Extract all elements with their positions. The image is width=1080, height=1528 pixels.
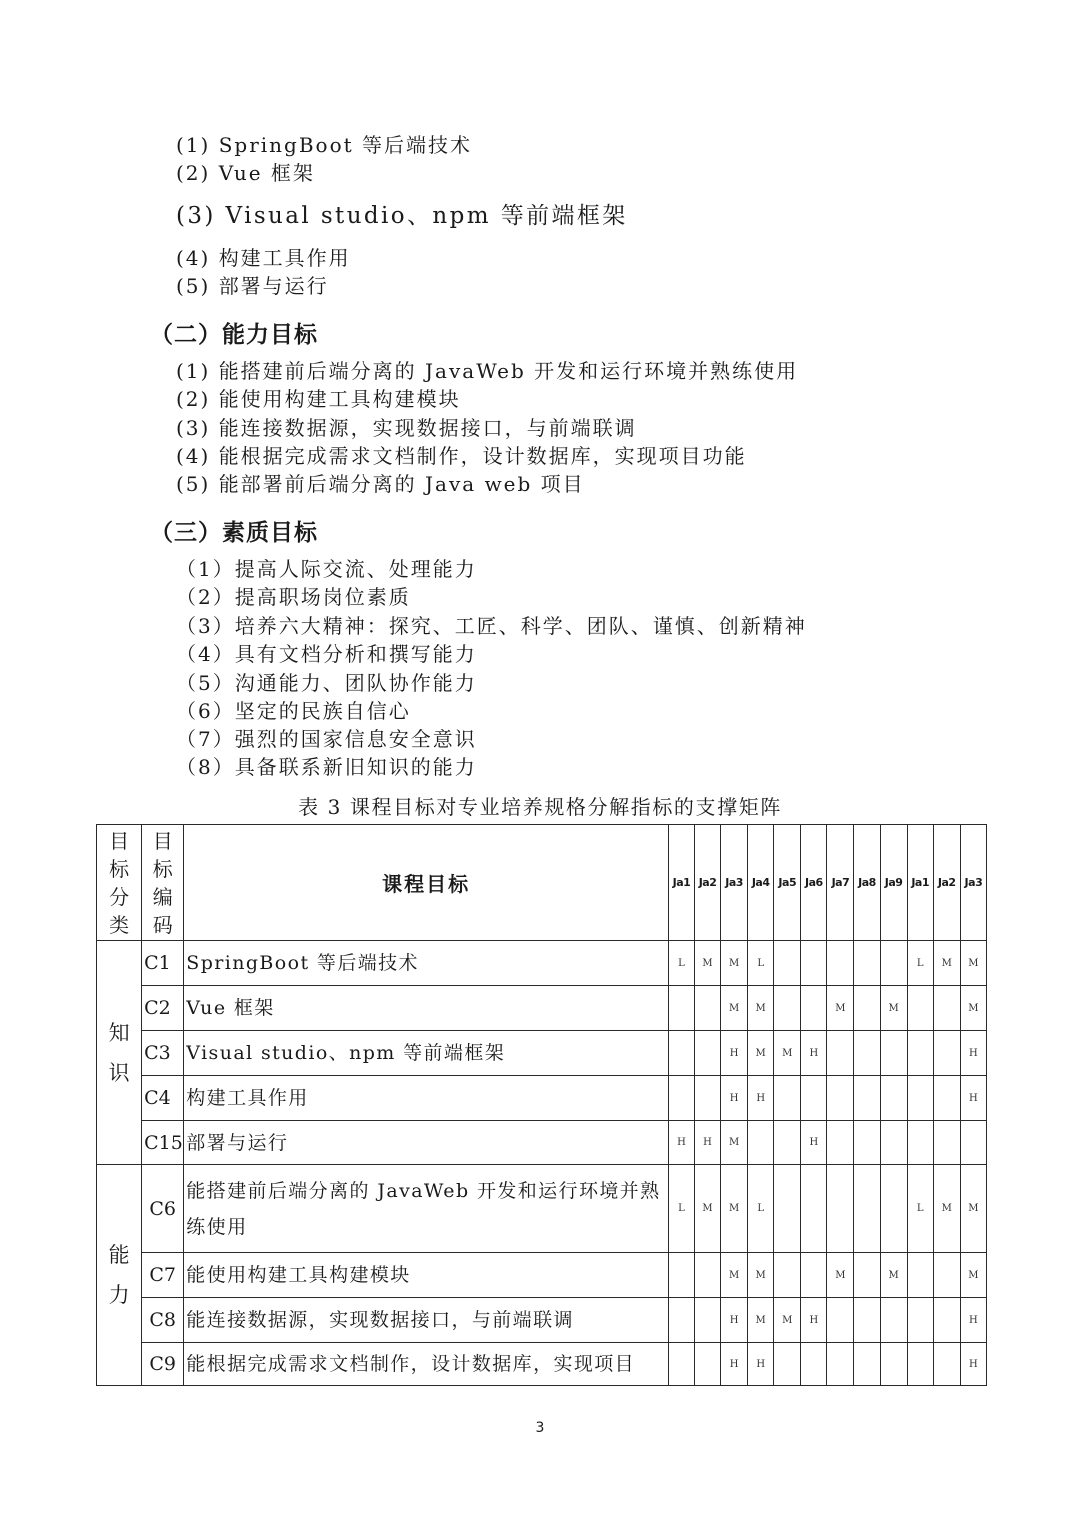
header-ja: Ja1 [907, 825, 933, 941]
support-level-cell [827, 1031, 854, 1076]
support-level-cell: H [801, 1121, 827, 1165]
header-ja: Ja3 [721, 825, 748, 941]
support-level-cell [933, 1253, 960, 1298]
quality-item: （7）强烈的国家信息安全意识 [176, 727, 477, 751]
support-level-cell: M [694, 1165, 720, 1253]
support-matrix-table [96, 824, 987, 1386]
support-level-cell: H [801, 1031, 827, 1076]
header-ja: Ja9 [880, 825, 907, 941]
code-cell: C9 [142, 1343, 184, 1386]
support-level-cell [854, 1121, 880, 1165]
table-row [97, 1165, 987, 1253]
code-cell: C8 [142, 1298, 184, 1343]
table-row [97, 941, 987, 986]
table-row [97, 1076, 987, 1121]
support-level-cell [854, 1031, 880, 1076]
support-level-cell [960, 1121, 986, 1165]
table-caption: 表 3 课程目标对专业培养规格分解指标的支撑矩阵 [298, 795, 782, 819]
support-level-cell: H [801, 1298, 827, 1343]
knowledge-item: (5) 部署与运行 [176, 274, 329, 298]
support-level-cell: L [748, 1165, 774, 1253]
knowledge-item: (2) Vue 框架 [176, 161, 315, 185]
support-level-cell [854, 1343, 880, 1386]
quality-item: （3）培养六大精神：探究、工匠、科学、团队、谨慎、创新精神 [176, 614, 807, 638]
support-level-cell: M [880, 986, 907, 1031]
support-level-cell [907, 1253, 933, 1298]
quality-item: （4）具有文档分析和撰写能力 [176, 642, 477, 666]
header-ja: Ja3 [960, 825, 986, 941]
header-ja: Ja7 [827, 825, 854, 941]
quality-heading: （三）素质目标 [150, 520, 318, 546]
support-level-cell [854, 1076, 880, 1121]
header-ja: Ja5 [774, 825, 801, 941]
support-level-cell: M [748, 1298, 774, 1343]
support-level-cell: H [960, 1343, 986, 1386]
support-level-cell [668, 1031, 694, 1076]
goal-cell: 能根据完成需求文档制作，设计数据库，实现项目 [184, 1343, 669, 1386]
support-level-cell [827, 941, 854, 986]
header-ja: Ja2 [933, 825, 960, 941]
support-level-cell [774, 1121, 801, 1165]
header-goal: 课程目标 [184, 825, 669, 941]
support-level-cell [774, 1165, 801, 1253]
quality-item: （1）提高人际交流、处理能力 [176, 557, 477, 581]
support-level-cell [933, 1076, 960, 1121]
support-level-cell: M [694, 941, 720, 986]
quality-item: （2）提高职场岗位素质 [176, 585, 411, 609]
header-code: 目 标 编 码 [142, 825, 184, 941]
goal-cell: 能搭建前后端分离的 JavaWeb 开发和运行环境并熟练使用 [184, 1165, 669, 1253]
support-level-cell [774, 986, 801, 1031]
support-level-cell [801, 1076, 827, 1121]
support-level-cell [801, 1253, 827, 1298]
category-cell: 知 识 [97, 941, 142, 1165]
category-cell: 能 力 [97, 1165, 142, 1386]
support-level-cell [907, 1121, 933, 1165]
support-level-cell: M [774, 1298, 801, 1343]
support-level-cell: L [748, 941, 774, 986]
goal-cell: Visual studio、npm 等前端框架 [184, 1031, 669, 1076]
table-header-row [97, 825, 987, 941]
support-level-cell [827, 1121, 854, 1165]
support-level-cell [854, 941, 880, 986]
support-level-cell: M [960, 1253, 986, 1298]
code-cell: C15 [142, 1121, 184, 1165]
support-level-cell: M [880, 1253, 907, 1298]
support-level-cell: M [960, 986, 986, 1031]
code-cell: C1 [142, 941, 184, 986]
support-level-cell: L [907, 1165, 933, 1253]
support-level-cell [694, 1298, 720, 1343]
support-level-cell: H [721, 1076, 748, 1121]
support-level-cell [933, 986, 960, 1031]
support-level-cell: M [748, 1031, 774, 1076]
ability-item: (2) 能使用构建工具构建模块 [176, 387, 461, 411]
support-level-cell [880, 941, 907, 986]
support-level-cell [907, 1298, 933, 1343]
support-level-cell: M [933, 941, 960, 986]
header-ja: Ja8 [854, 825, 880, 941]
support-level-cell [694, 1031, 720, 1076]
support-level-cell: M [748, 986, 774, 1031]
support-level-cell: M [721, 986, 748, 1031]
knowledge-item: (3) Visual studio、npm 等前端框架 [176, 203, 628, 229]
support-level-cell [854, 1253, 880, 1298]
support-level-cell [907, 1343, 933, 1386]
support-level-cell [748, 1121, 774, 1165]
table-row [97, 1343, 987, 1386]
support-level-cell [694, 1253, 720, 1298]
support-level-cell [854, 986, 880, 1031]
ability-item: (4) 能根据完成需求文档制作，设计数据库，实现项目功能 [176, 444, 747, 468]
support-level-cell [827, 1343, 854, 1386]
support-level-cell: H [721, 1298, 748, 1343]
support-level-cell [694, 986, 720, 1031]
support-level-cell [694, 1343, 720, 1386]
goal-cell: 能使用构建工具构建模块 [184, 1253, 669, 1298]
goal-cell: 部署与运行 [184, 1121, 669, 1165]
support-level-cell [827, 1076, 854, 1121]
support-level-cell [880, 1121, 907, 1165]
support-level-cell: M [827, 986, 854, 1031]
header-ja: Ja1 [668, 825, 694, 941]
support-level-cell: M [827, 1253, 854, 1298]
support-level-cell [668, 1298, 694, 1343]
code-cell: C2 [142, 986, 184, 1031]
code-cell: C3 [142, 1031, 184, 1076]
support-level-cell [907, 1031, 933, 1076]
support-level-cell [880, 1165, 907, 1253]
support-level-cell: H [668, 1121, 694, 1165]
support-level-cell [774, 1253, 801, 1298]
support-level-cell [668, 1253, 694, 1298]
support-level-cell: L [907, 941, 933, 986]
support-level-cell [854, 1298, 880, 1343]
quality-item: （5）沟通能力、团队协作能力 [176, 671, 477, 695]
knowledge-item: (1) SpringBoot 等后端技术 [176, 133, 473, 157]
support-level-cell [880, 1031, 907, 1076]
support-level-cell: H [960, 1031, 986, 1076]
goal-cell: Vue 框架 [184, 986, 669, 1031]
header-ja: Ja4 [748, 825, 774, 941]
support-level-cell: H [960, 1298, 986, 1343]
support-level-cell [907, 986, 933, 1031]
page-number: 3 [535, 1420, 545, 1436]
goal-cell: SpringBoot 等后端技术 [184, 941, 669, 986]
support-level-cell [694, 1076, 720, 1121]
ability-item: (1) 能搭建前后端分离的 JavaWeb 开发和运行环境并熟练使用 [176, 359, 799, 383]
support-level-cell: M [721, 1253, 748, 1298]
header-category: 目 标 分 类 [97, 825, 142, 941]
ability-heading: （二）能力目标 [150, 322, 318, 348]
table-row [97, 986, 987, 1031]
support-level-cell: H [694, 1121, 720, 1165]
support-level-cell [668, 1343, 694, 1386]
quality-item: （8）具备联系新旧知识的能力 [176, 755, 477, 779]
goal-cell: 能连接数据源，实现数据接口，与前端联调 [184, 1298, 669, 1343]
support-level-cell: H [721, 1031, 748, 1076]
support-level-cell [880, 1076, 907, 1121]
support-level-cell: H [960, 1076, 986, 1121]
support-level-cell: H [748, 1076, 774, 1121]
header-ja: Ja6 [801, 825, 827, 941]
code-cell: C4 [142, 1076, 184, 1121]
code-cell: C6 [142, 1165, 184, 1253]
support-level-cell: M [960, 941, 986, 986]
support-level-cell: M [721, 1165, 748, 1253]
support-level-cell [880, 1343, 907, 1386]
table-row [97, 1298, 987, 1343]
support-level-cell [933, 1121, 960, 1165]
support-level-cell: H [748, 1343, 774, 1386]
ability-item: (5) 能部署前后端分离的 Java web 项目 [176, 472, 585, 496]
quality-item: （6）坚定的民族自信心 [176, 699, 411, 723]
support-level-cell: M [721, 1121, 748, 1165]
support-level-cell: M [748, 1253, 774, 1298]
table-row [97, 1031, 987, 1076]
support-level-cell [880, 1298, 907, 1343]
support-level-cell: L [668, 941, 694, 986]
support-level-cell [774, 1076, 801, 1121]
table-row [97, 1121, 987, 1165]
support-level-cell: L [668, 1165, 694, 1253]
knowledge-item: (4) 构建工具作用 [176, 246, 351, 270]
support-level-cell: M [933, 1165, 960, 1253]
support-level-cell [774, 941, 801, 986]
support-level-cell [933, 1298, 960, 1343]
support-level-cell [801, 1165, 827, 1253]
support-level-cell [801, 1343, 827, 1386]
support-level-cell [907, 1076, 933, 1121]
header-ja: Ja2 [694, 825, 720, 941]
support-level-cell [774, 1343, 801, 1386]
support-level-cell [668, 986, 694, 1031]
support-level-cell [827, 1298, 854, 1343]
goal-cell: 构建工具作用 [184, 1076, 669, 1121]
support-level-cell [668, 1076, 694, 1121]
support-level-cell: M [960, 1165, 986, 1253]
code-cell: C7 [142, 1253, 184, 1298]
support-level-cell: H [721, 1343, 748, 1386]
support-level-cell [801, 986, 827, 1031]
support-level-cell: M [774, 1031, 801, 1076]
support-level-cell [801, 941, 827, 986]
support-level-cell [933, 1343, 960, 1386]
support-level-cell [827, 1165, 854, 1253]
support-level-cell: M [721, 941, 748, 986]
support-level-cell [933, 1031, 960, 1076]
table-row [97, 1253, 987, 1298]
ability-item: (3) 能连接数据源，实现数据接口，与前端联调 [176, 416, 637, 440]
support-level-cell [854, 1165, 880, 1253]
